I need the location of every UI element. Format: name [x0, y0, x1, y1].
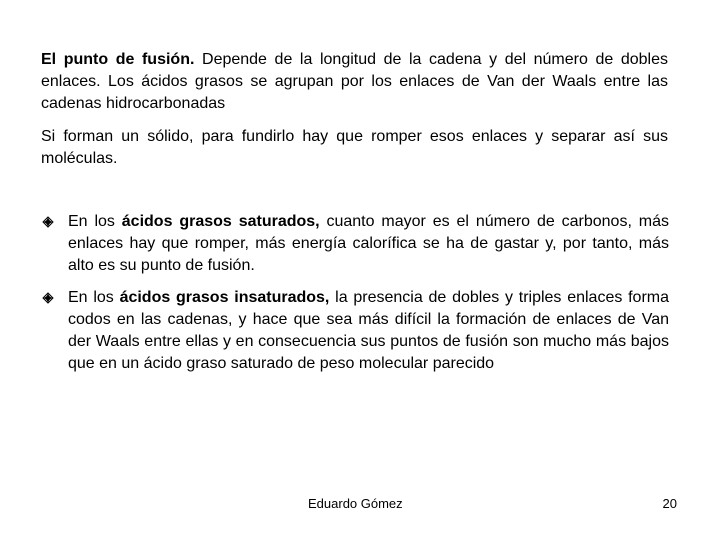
paragraph-melting-point — [41, 49, 668, 115]
footer-author: Eduardo Gómez — [308, 496, 403, 511]
paragraph-heading: El punto de fusión. — [41, 51, 195, 68]
page-number: 20 — [662, 496, 677, 511]
bullet-text-pre: En los — [68, 289, 120, 306]
diamond-bullet-icon — [41, 211, 59, 233]
bullet-text-post: cuanto mayor es el número de carbonos, más enlaces hay que romper, más energía calorífica se ha de gastar y, por tanto, más alto es su punto de fusión. — [68, 213, 669, 274]
bullet-text-bold: ácidos grasos saturados, — [121, 213, 320, 230]
paragraph-solid — [41, 126, 668, 170]
bullet-text-post: la presencia de dobles y triples enlaces forma codos en las cadenas, y hace que sea más difícil la formación de enlaces de Van der Waals entre ellas y en consecuencia sus puntos de fusión son mucho más bajos que en un ácido graso saturado de peso molecular parecido — [68, 289, 670, 372]
bullet-text — [68, 287, 669, 375]
bullet-text-bold: ácidos grasos insaturados, — [119, 289, 330, 306]
bullet-text — [68, 211, 669, 277]
paragraph-body: Depende de la longitud de la cadena y del número de dobles enlaces. Los ácidos grasos se agrupan por los enlaces de Van der Waals entre las cadenas hidrocarbonadas — [41, 51, 669, 112]
paragraph-body: Si forman un sólido, para fundirlo hay que romper esos enlaces y separar así sus moléculas. — [41, 128, 668, 167]
bullet-text-pre: En los — [68, 213, 122, 230]
diamond-bullet-icon — [41, 287, 59, 309]
